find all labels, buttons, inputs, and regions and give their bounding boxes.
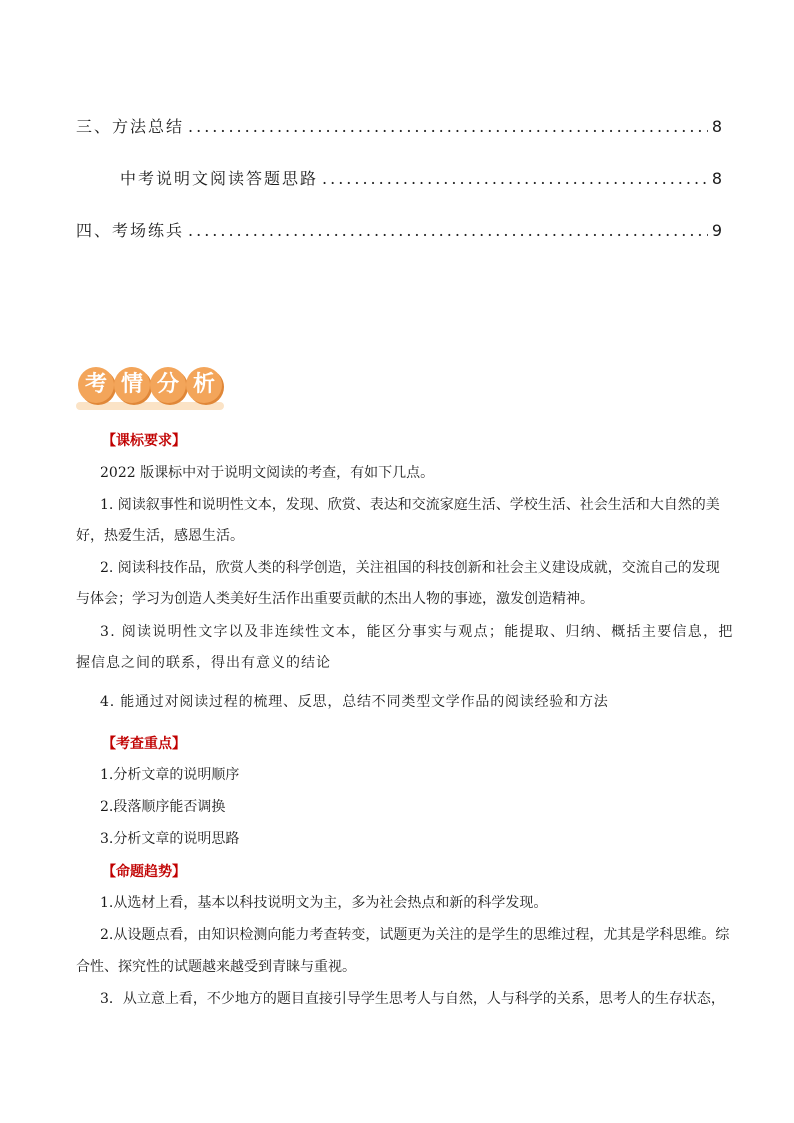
banner-char: 情 (114, 367, 150, 403)
paragraph-line: 4. 能通过对阅读过程的梳理、反思，总结不同类型文学作品的阅读经验和方法 (100, 694, 609, 710)
paragraph-line: 与体会；学习为创造人类美好生活作出重要贡献的杰出人物的事迹，激发创造精神。 (76, 591, 594, 607)
paragraph-line: 3．从立意上看，不少地方的题目直接引导学生思考人与自然，人与科学的关系，思考人的生存状态， (100, 991, 725, 1007)
paragraph-line: 握信息之间的联系，得出有意义的结论 (76, 655, 331, 671)
toc-page-number: 8 (711, 117, 722, 136)
section-title-trend: 【命题趋势】 (102, 864, 186, 880)
list-item: 2.段落顺序能否调换 (100, 799, 226, 815)
list-item: 1.分析文章的说明顺序 (100, 767, 240, 783)
toc-entry-method-summary[interactable] (76, 114, 722, 137)
toc-label: 四、考场练兵 (76, 221, 185, 240)
toc-leader-dots (188, 117, 708, 136)
toc-entry-answer-approach[interactable] (120, 166, 722, 189)
paragraph-line: 1.从选材上看，基本以科技说明文为主，多为社会热点和新的科学发现。 (100, 895, 548, 911)
paragraph-line: 合性、探究性的试题越来越受到青睐与重视。 (76, 959, 356, 975)
toc-page-number: 9 (711, 221, 722, 240)
paragraph-line: 1. 阅读叙事性和说明性文本，发现、欣赏、表达和交流家庭生活、学校生活、社会生活和大自然的美 (100, 497, 720, 513)
section-title-focus: 【考查重点】 (102, 736, 186, 752)
banner-char: 分 (150, 367, 186, 403)
paragraph-line: 2. 阅读科技作品，欣赏人类的科学创造，关注祖国的科技创新和社会主义建设成就，交流自己的发现 (100, 560, 720, 576)
toc-page-number: 8 (711, 169, 722, 188)
toc-leader-dots (322, 169, 708, 188)
paragraph-line: 2.从设题点看，由知识检测向能力考查转变，试题更为关注的是学生的思维过程，尤其是学科思维。综 (100, 927, 730, 943)
toc-entry-exam-practice[interactable] (76, 218, 722, 241)
list-item: 3.分析文章的说明思路 (100, 831, 240, 847)
banner-char: 析 (186, 367, 222, 403)
paragraph-intro: 2022 版课标中对于说明文阅读的考查，有如下几点。 (100, 465, 435, 481)
banner-char: 考 (78, 367, 114, 403)
toc-label: 中考说明文阅读答题思路 (120, 169, 319, 188)
toc-label: 三、方法总结 (76, 117, 185, 136)
paragraph-line: 3. 阅读说明性文字以及非连续性文本，能区分事实与观点；能提取、归纳、概括主要信息，把 (100, 624, 734, 640)
section-title-curriculum: 【课标要求】 (102, 433, 186, 449)
paragraph-line: 好，热爱生活，感恩生活。 (76, 528, 244, 544)
toc-leader-dots (188, 221, 708, 240)
section-banner (76, 364, 226, 414)
banner-underline (76, 402, 224, 410)
